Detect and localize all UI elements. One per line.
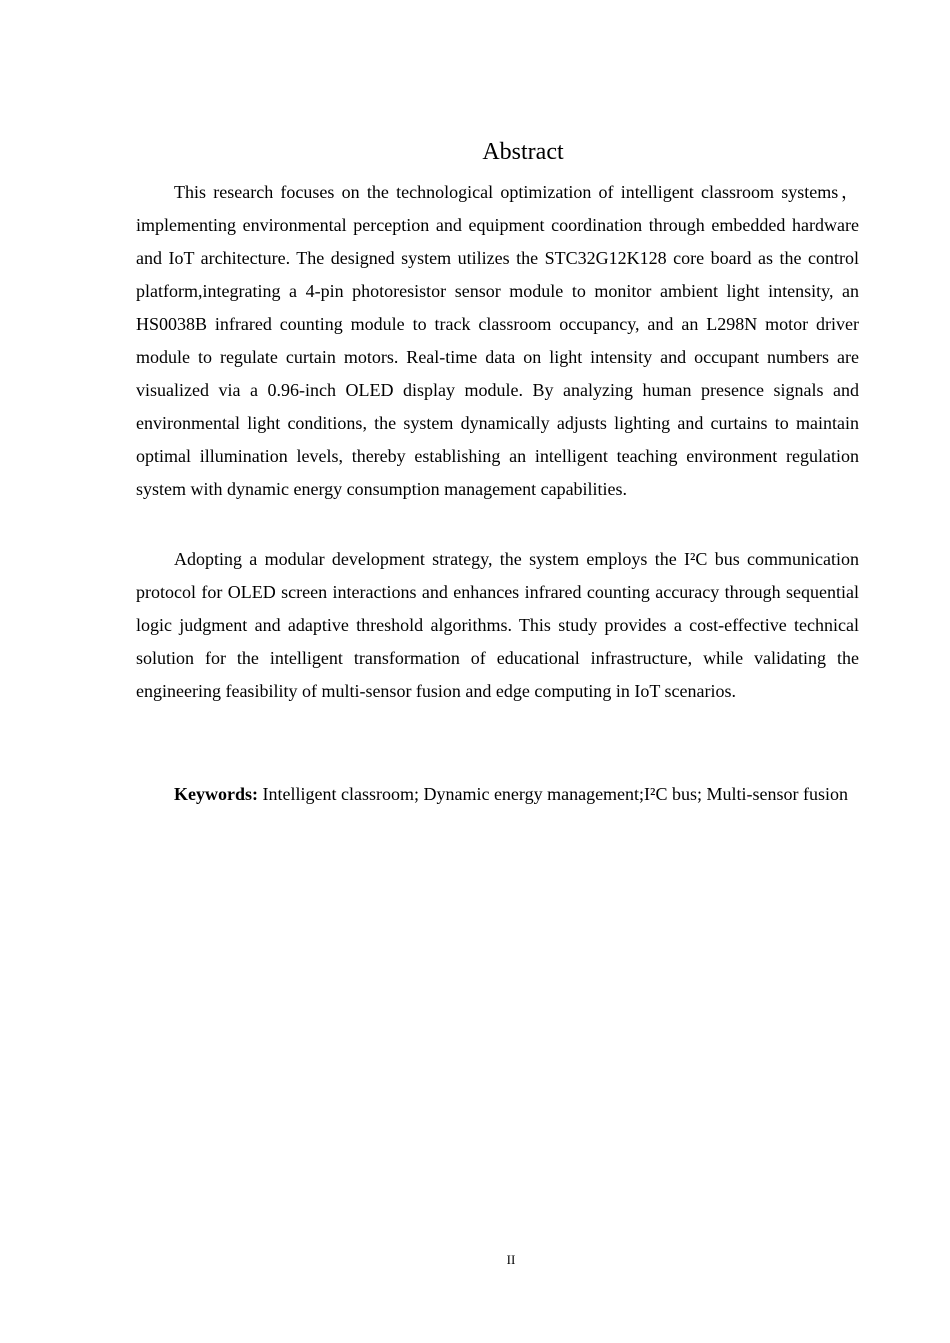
abstract-paragraph-1: This research focuses on the technological optimization of intelligent classroom systems，implementing environmental perception and equipment coordination through embedded hardware and IoT architecture. The designed system utilizes the STC32G12K128 core board as the control platform,integrating a 4-pin photoresistor sensor module to monitor ambient light intensity, an HS0038B infrared counting module to track classroom occupancy, and an L298N motor driver module to regulate curtain motors. Real-time data on light intensity and occupant numbers are visualized via a 0.96-inch OLED display module. By analyzing human presence signals and environmental light conditions, the system dynamically adjusts lighting and curtains to maintain optimal illumination levels, thereby establishing an intelligent teaching environment regulation system with dynamic energy consumption management capabilities. bbox=[136, 182, 859, 499]
keywords-text: Intelligent classroom; Dynamic energy management;I²C bus; Multi-sensor fusion bbox=[258, 784, 848, 804]
keywords-paragraph bbox=[136, 778, 859, 811]
keywords-label: Keywords: bbox=[174, 784, 258, 804]
page-number: II bbox=[506, 1252, 516, 1267]
abstract-title: Abstract bbox=[482, 139, 564, 165]
abstract-paragraph-2: Adopting a modular development strategy, the system employs the I²C bus communication protocol for OLED screen interactions and enhances infrared counting accuracy through sequential logic judgment and adaptive threshold algorithms. This study provides a cost-effective technical solution for the intelligent transformation of educational infrastructure, while validating the engineering feasibility of multi-sensor fusion and edge computing in IoT scenarios. bbox=[136, 549, 859, 701]
